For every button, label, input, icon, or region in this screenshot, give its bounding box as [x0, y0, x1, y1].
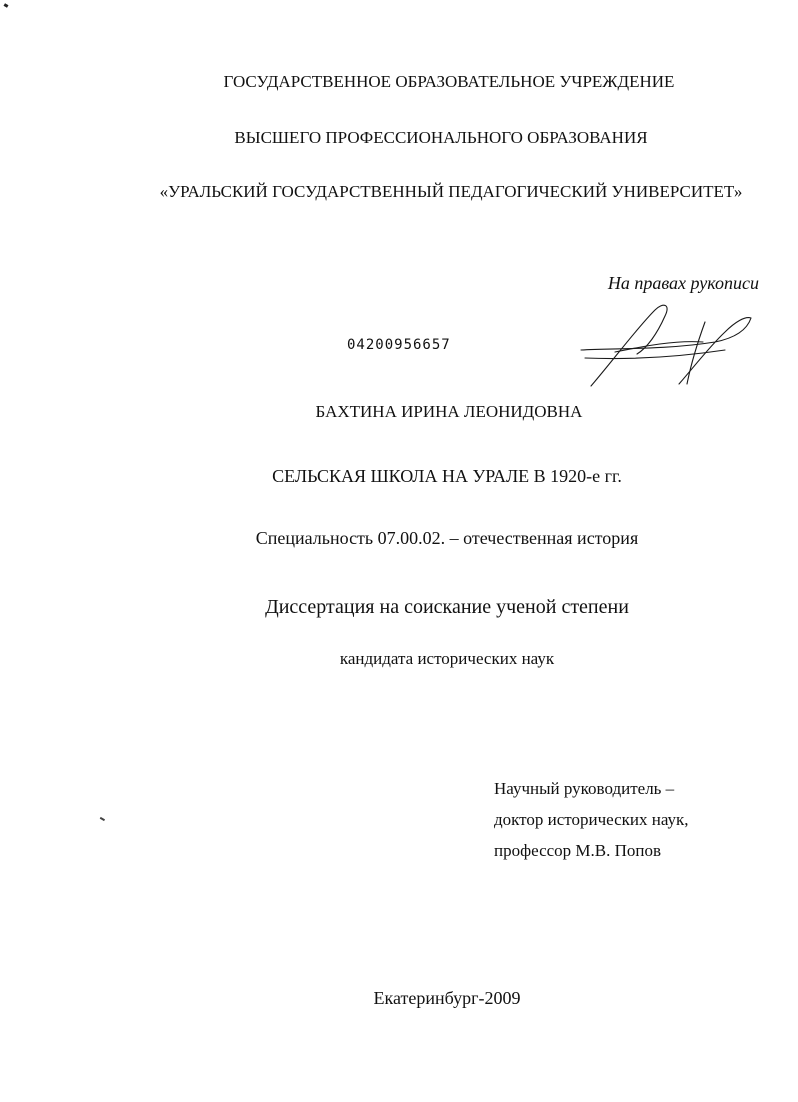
- academic-degree: кандидата исторических наук: [339, 649, 555, 668]
- dissertation-title: СЕЛЬСКАЯ ШКОЛА НА УРАЛЕ В 1920-е гг.: [272, 466, 622, 486]
- institution-line-1: ГОСУДАРСТВЕННОЕ ОБРАЗОВАТЕЛЬНОЕ УЧРЕЖДЕНИЕ: [223, 72, 675, 91]
- scan-speck: [4, 3, 9, 8]
- author-name: БАХТИНА ИРИНА ЛЕОНИДОВНА: [315, 402, 583, 421]
- dissertation-type: Диссертация на соискание ученой степени: [265, 596, 629, 618]
- specialty: Специальность 07.00.02. – отечественная история: [255, 528, 639, 548]
- supervisor-line-3: профессор М.В. Попов: [494, 841, 662, 860]
- supervisor-line-1: Научный руководитель –: [494, 779, 675, 798]
- signature: [575, 298, 755, 393]
- institution-line-3: «УРАЛЬСКИЙ ГОСУДАРСТВЕННЫЙ ПЕДАГОГИЧЕСКИЙ УНИВЕРСИТЕТ»: [159, 182, 743, 201]
- supervisor-line-2: доктор исторических наук,: [494, 810, 689, 829]
- city-year: Екатеринбург-2009: [373, 988, 521, 1008]
- catalog-code: 04200956657: [347, 337, 451, 353]
- scan-speck: [100, 817, 105, 821]
- institution-line-2: ВЫСШЕГО ПРОФЕССИОНАЛЬНОГО ОБРАЗОВАНИЯ: [234, 128, 648, 147]
- manuscript-rights: На правах рукописи: [607, 273, 759, 293]
